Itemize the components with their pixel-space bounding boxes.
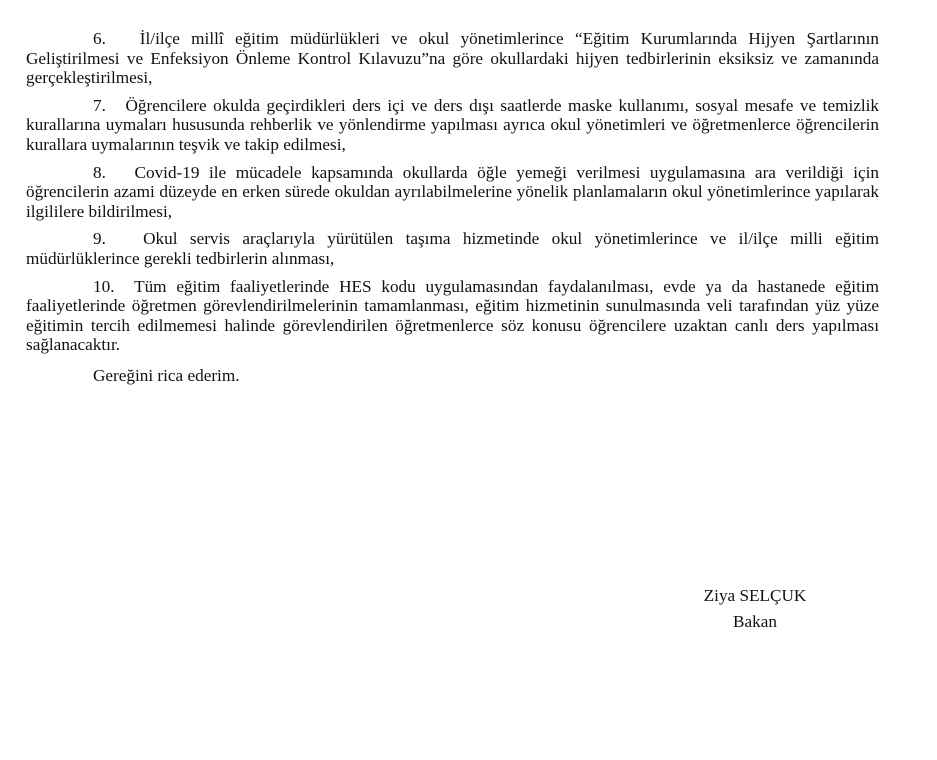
signature-block bbox=[680, 583, 830, 635]
paragraph-item-10 bbox=[26, 277, 879, 355]
paragraph-number: 10. bbox=[93, 276, 115, 296]
paragraph-item-9 bbox=[26, 229, 879, 268]
paragraph-item-7 bbox=[26, 96, 879, 155]
paragraph-text: Tüm eğitim faaliyetlerinde HES kodu uygulamasından faydalanılması, evde ya da hastanede eğitim faaliyetlerinde öğretmen görevlendirilmelerinin tamamlanması, eğitim hizmetinin sunulmasında veli tarafından yüz yüze eğitimin tercih edilmemesi halinde görevlendirilen öğretmenlerce söz konusu öğrencilere uzaktan canlı ders yapılması sağlanacaktır. bbox=[26, 276, 879, 355]
paragraph-number: 7. bbox=[93, 95, 106, 115]
signatory-title: Bakan bbox=[733, 612, 777, 631]
paragraph-text: Okul servis araçlarıyla yürütülen taşıma hizmetinde okul yönetimlerince ve il/ilçe milli eğitim müdürlüklerince gerekli tedbirlerin alınması, bbox=[26, 229, 880, 268]
paragraph-text: İl/ilçe millî eğitim müdürlükleri ve okul yönetimlerince “Eğitim Kurumlarında Hijyen Şartlarının Geliştirilmesi ve Enfeksiyon Önleme Kontrol Kılavuzu”na göre okullardaki hijyen tedbirlerinin eksiksiz ve zamanında gerçekleştirilmesi, bbox=[26, 29, 880, 88]
paragraph-item-8 bbox=[26, 163, 879, 222]
paragraph-item-6 bbox=[26, 29, 879, 88]
paragraph-text: Covid-19 ile mücadele kapsamında okullarda öğle yemeği verilmesi uygulamasına ara verildiği için öğrencilerin azami düzeyde en erken sürede okuldan ayrılabilmelerine yönelik planlamaların okul yönetimlerince yapılarak ilgililere bildirilmesi, bbox=[26, 162, 880, 221]
paragraph-number: 9. bbox=[93, 229, 106, 249]
paragraph-number: 6. bbox=[93, 29, 106, 48]
document-body bbox=[26, 29, 879, 386]
closing-line: Gereğini rica ederim. bbox=[93, 365, 240, 385]
signatory-name: Ziya SELÇUK bbox=[703, 586, 807, 605]
paragraph-text: Öğrencilere okulda geçirdikleri ders içi ve ders dışı saatlerde maske kullanımı, sosyal mesafe ve temizlik kurallarına uymaları hususunda rehberlik ve yönlendirme yapılması ayrıca okul yönetimleri ve öğretmenlerce öğrencilerin kurallara uymalarının teşvik ve takip edilmesi, bbox=[26, 95, 880, 154]
paragraph-number: 8. bbox=[93, 162, 106, 182]
